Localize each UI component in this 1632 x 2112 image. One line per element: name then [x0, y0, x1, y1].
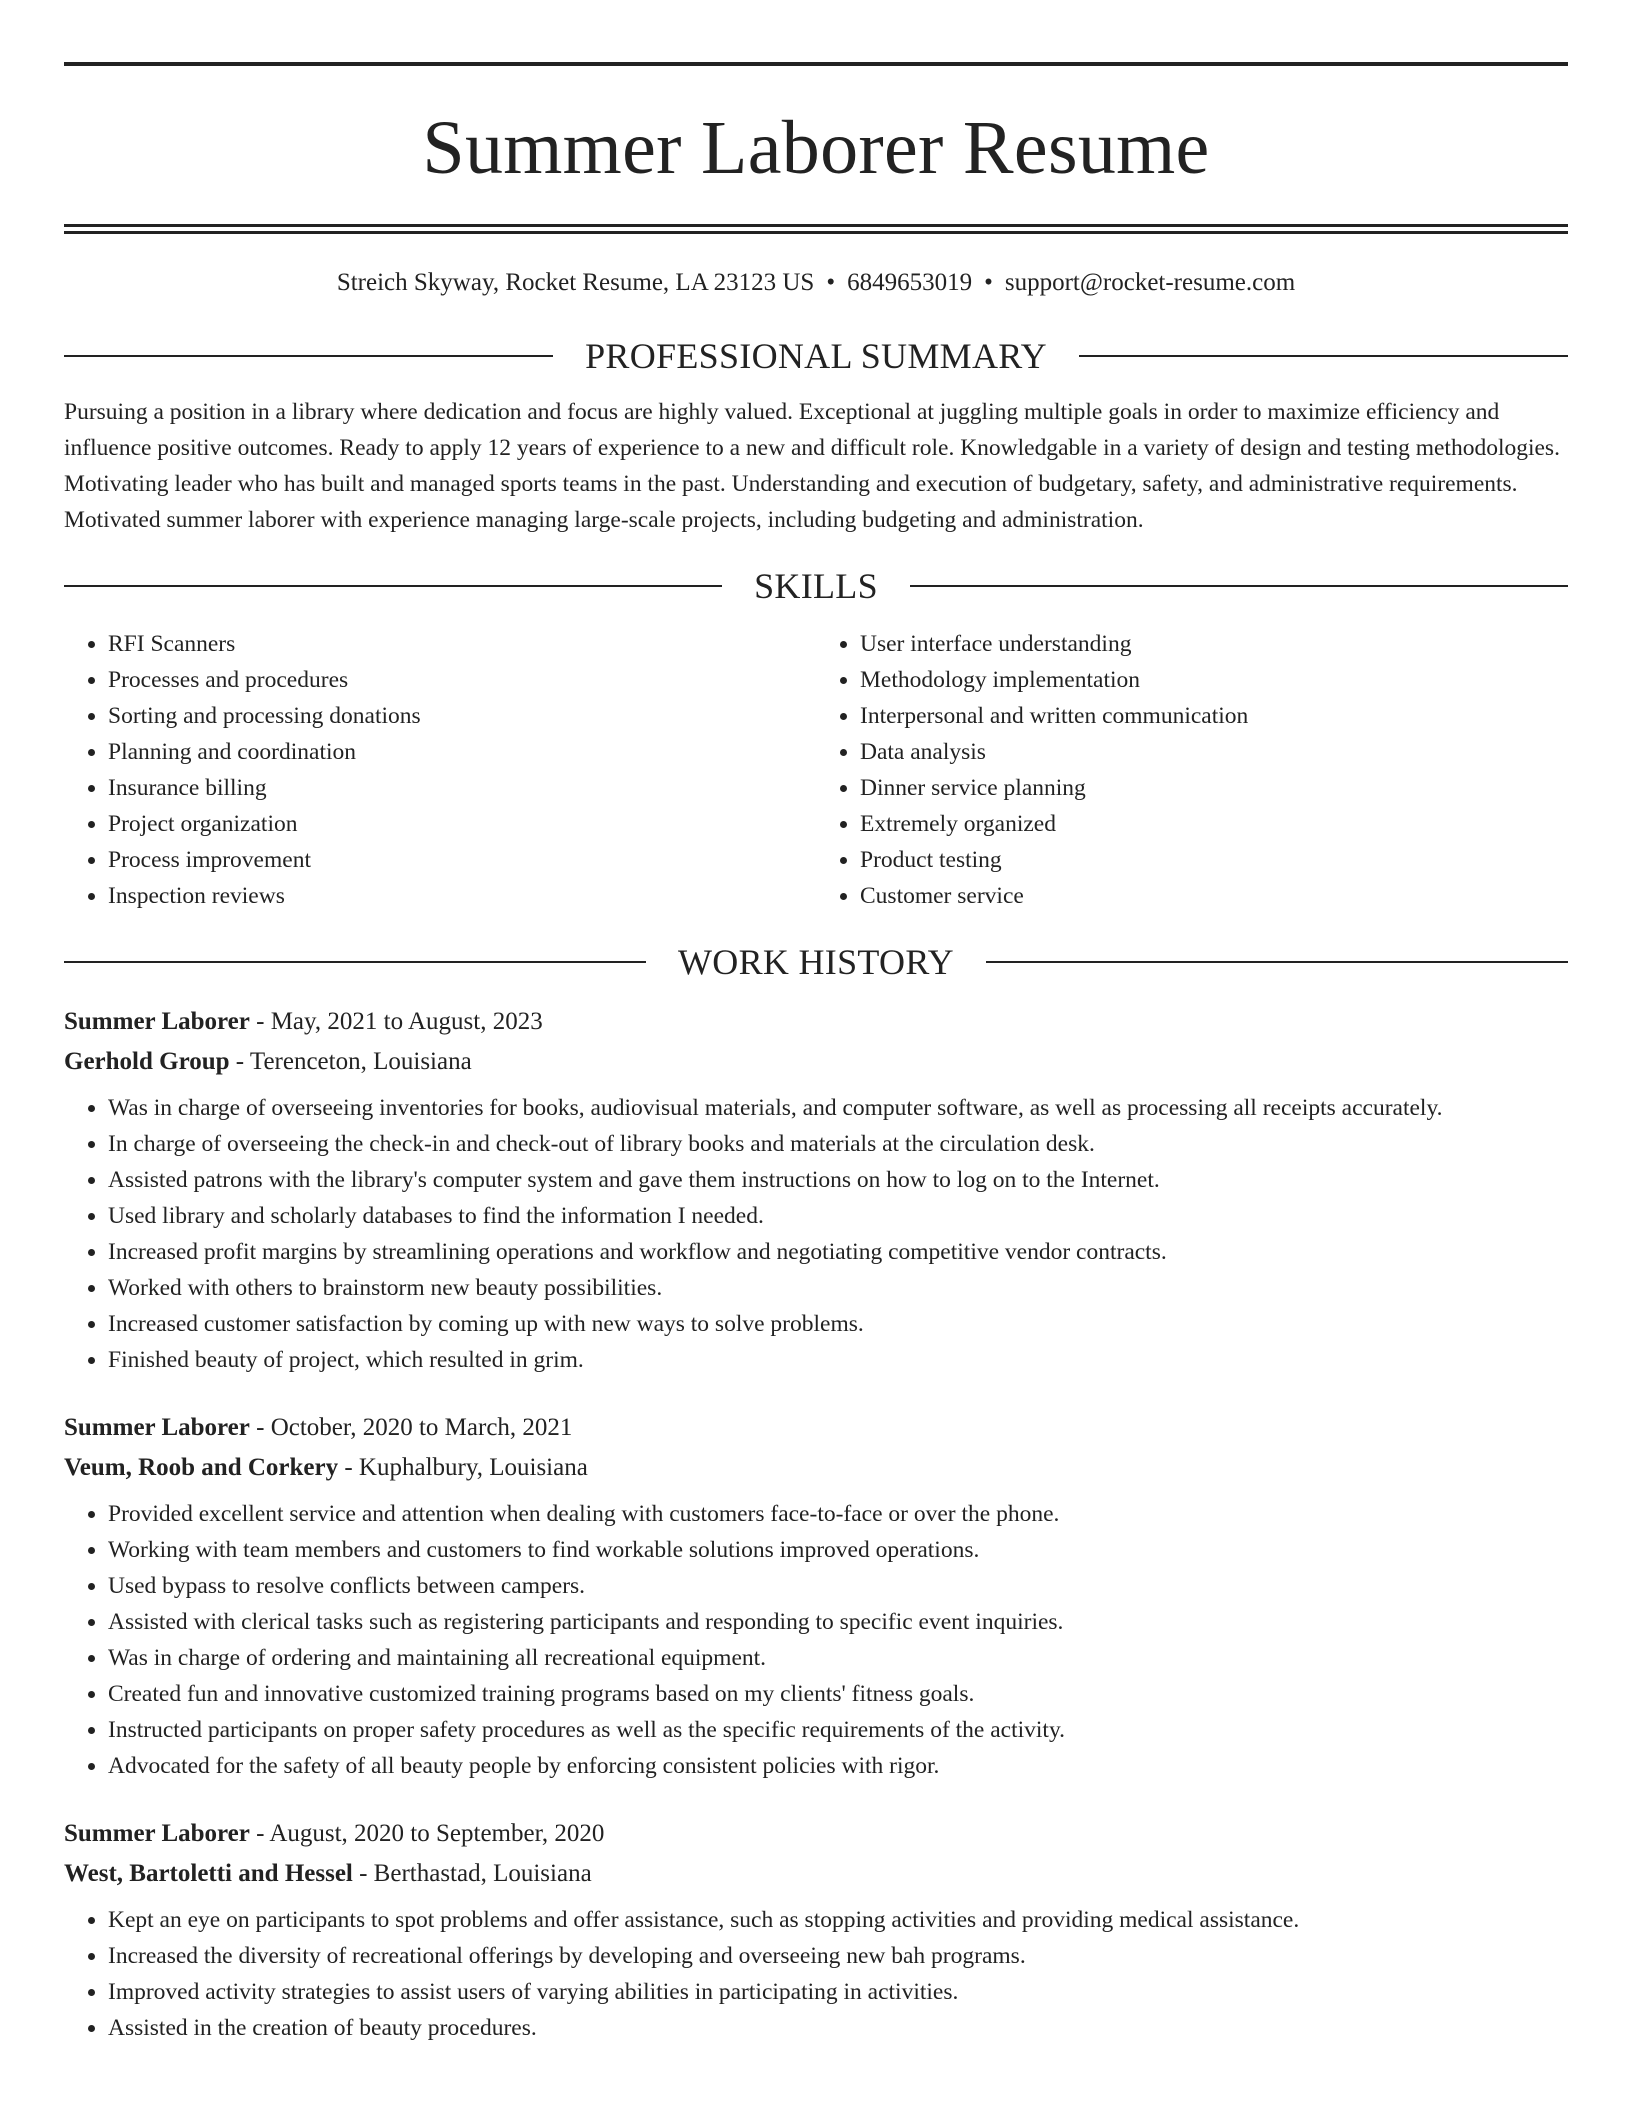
- job-bullets: [64, 1090, 1568, 1378]
- skills-heading: [64, 566, 1568, 606]
- job-bullet: • Increased customer satisfaction by coming up with new ways to solve problems.: [108, 1306, 1568, 1342]
- skill-item: • Interpersonal and written communication: [860, 698, 1568, 734]
- heading-rule-left: [64, 585, 722, 587]
- summary-heading: [64, 336, 1568, 376]
- skill-item: • Processes and procedures: [108, 662, 816, 698]
- job-bullet: • Working with team members and customers to find workable solutions improved operations.: [108, 1532, 1568, 1568]
- job-bullet: • Advocated for the safety of all beauty people by enforcing consistent policies with rigor.: [108, 1748, 1568, 1784]
- job-entry: [64, 1408, 1568, 1784]
- job-bullet: • Assisted with clerical tasks such as registering participants and responding to specific event inquiries.: [108, 1604, 1568, 1640]
- skill-item: • Dinner service planning: [860, 770, 1568, 806]
- skills-heading-label: SKILLS: [754, 566, 878, 606]
- skill-item: • Insurance billing: [108, 770, 816, 806]
- skill-item: • Customer service: [860, 878, 1568, 914]
- skill-item: • Methodology implementation: [860, 662, 1568, 698]
- job-bullet: • Assisted in the creation of beauty procedures.: [108, 2010, 1568, 2046]
- skill-item: • Process improvement: [108, 842, 816, 878]
- contact-separator: •: [826, 269, 836, 296]
- job-company-line: [64, 1448, 1568, 1488]
- job-company-line: [64, 1854, 1568, 1894]
- work-heading-label: WORK HISTORY: [678, 942, 954, 982]
- heading-rule-right: [986, 961, 1568, 963]
- skills-list: [64, 626, 1568, 914]
- job-bullet: • Kept an eye on participants to spot problems and offer assistance, such as stopping activities and providing medical assistance.: [108, 1902, 1568, 1938]
- job-bullet: • Used bypass to resolve conflicts between campers.: [108, 1568, 1568, 1604]
- job-bullet: • Improved activity strategies to assist users of varying abilities in participating in activities.: [108, 1974, 1568, 2010]
- job-entry: [64, 1002, 1568, 1378]
- job-location: - Terenceton, Louisiana: [229, 1048, 472, 1075]
- work-heading: [64, 942, 1568, 982]
- job-company: Gerhold Group: [64, 1048, 230, 1075]
- skill-item: • User interface understanding: [860, 626, 1568, 662]
- job-title: Summer Laborer: [64, 1414, 250, 1441]
- job-location: - Berthastad, Louisiana: [352, 1860, 592, 1887]
- contact-email: support@rocket-resume.com: [1004, 269, 1296, 296]
- job-title-line: [64, 1002, 1568, 1042]
- job-bullet: • Was in charge of ordering and maintaining all recreational equipment.: [108, 1640, 1568, 1676]
- skills-column-right: [816, 626, 1568, 914]
- skill-item: • RFI Scanners: [108, 626, 816, 662]
- skill-item: • Sorting and processing donations: [108, 698, 816, 734]
- job-bullet: • Created fun and innovative customized training programs based on my clients' fitness goals.: [108, 1676, 1568, 1712]
- contact-line: [64, 268, 1568, 298]
- job-bullet: • Assisted patrons with the library's computer system and gave them instructions on how to log on to the Internet.: [108, 1162, 1568, 1198]
- top-rule: [64, 62, 1568, 66]
- job-bullet: • Worked with others to brainstorm new beauty possibilities.: [108, 1270, 1568, 1306]
- skill-item: • Inspection reviews: [108, 878, 816, 914]
- title-double-rule: [64, 224, 1568, 234]
- job-bullet: • Was in charge of overseeing inventories for books, audiovisual materials, and computer software, as well as processing all receipts accurately.: [108, 1090, 1568, 1126]
- contact-separator: •: [984, 269, 993, 296]
- contact-address: Streich Skyway, Rocket Resume, LA 23123 US: [336, 269, 815, 296]
- job-dates: - May, 2021 to August, 2023: [249, 1008, 543, 1035]
- job-entry: [64, 1814, 1568, 2046]
- job-bullet: • Increased profit margins by streamlining operations and workflow and negotiating competitive vendor contracts.: [108, 1234, 1568, 1270]
- heading-rule-right: [1079, 355, 1568, 357]
- job-title-line: [64, 1408, 1568, 1448]
- summary-heading-label: PROFESSIONAL SUMMARY: [585, 336, 1047, 376]
- job-company: West, Bartoletti and Hessel: [64, 1860, 353, 1887]
- resume-title: Summer Laborer Resume: [422, 106, 1210, 190]
- skill-item: • Data analysis: [860, 734, 1568, 770]
- summary-text: Pursuing a position in a library where dedication and focus are highly valued. Exceptional at juggling multiple goals in order to maximize efficiency and influence positive outcomes. Ready to apply 12 years of experience to a new and difficult role. Knowledgable in a variety of design and testing methodologies. Motivating leader who has built and managed sports teams in the past. Understanding and execution of budgetary, safety, and administrative requirements. Motivated summer laborer with experience managing large-scale projects, including budgeting and administration.: [64, 399, 1560, 533]
- skill-item: • Extremely organized: [860, 806, 1568, 842]
- job-bullets: [64, 1496, 1568, 1784]
- job-bullets: [64, 1902, 1568, 2046]
- contact-phone: 6849653019: [847, 269, 973, 296]
- skills-column-left: [64, 626, 816, 914]
- job-company: Veum, Roob and Corkery: [64, 1454, 339, 1481]
- heading-rule-left: [64, 355, 553, 357]
- job-dates: - August, 2020 to September, 2020: [249, 1820, 605, 1847]
- job-location: - Kuphalbury, Louisiana: [338, 1454, 588, 1481]
- job-title: Summer Laborer: [64, 1008, 250, 1035]
- skill-item: • Project organization: [108, 806, 816, 842]
- job-bullet: • Instructed participants on proper safety procedures as well as the specific requirements of the activity.: [108, 1712, 1568, 1748]
- job-company-line: [64, 1042, 1568, 1082]
- job-bullet: • Provided excellent service and attention when dealing with customers face-to-face or over the phone.: [108, 1496, 1568, 1532]
- job-dates: - October, 2020 to March, 2021: [249, 1414, 573, 1441]
- job-bullet: • In charge of overseeing the check-in and check-out of library books and materials at the circulation desk.: [108, 1126, 1568, 1162]
- job-bullet: • Used library and scholarly databases to find the information I needed.: [108, 1198, 1568, 1234]
- heading-rule-right: [910, 585, 1568, 587]
- skill-item: • Planning and coordination: [108, 734, 816, 770]
- job-title-line: [64, 1814, 1568, 1854]
- job-title: Summer Laborer: [64, 1820, 250, 1847]
- heading-rule-left: [64, 961, 646, 963]
- job-bullet: • Finished beauty of project, which resulted in grim.: [108, 1342, 1568, 1378]
- skill-item: • Product testing: [860, 842, 1568, 878]
- job-bullet: • Increased the diversity of recreational offerings by developing and overseeing new bah programs.: [108, 1938, 1568, 1974]
